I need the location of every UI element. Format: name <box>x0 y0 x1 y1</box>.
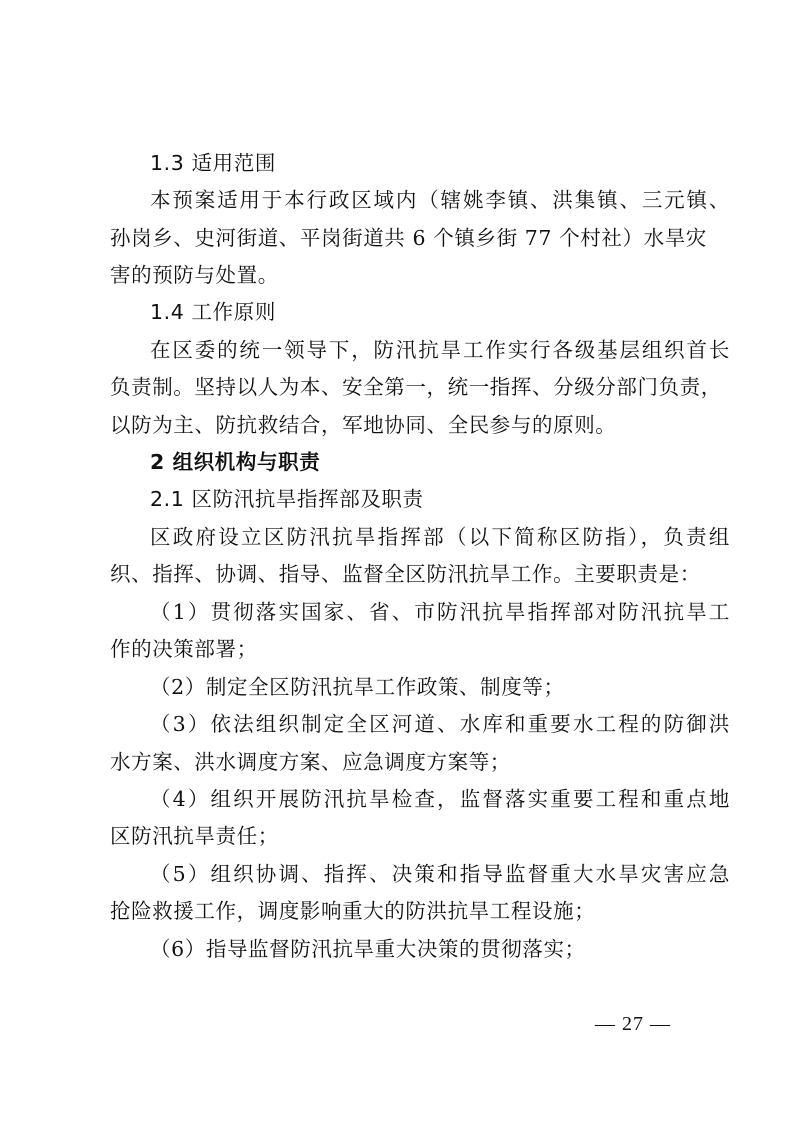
body-line: 区政府设立区防汛抗旱指挥部（以下简称区防指），负责组 <box>150 525 730 549</box>
section-heading-1-4: 1.4 工作原则 <box>150 300 276 324</box>
section-heading-2: 2 组织机构与职责 <box>150 450 321 474</box>
body-line: 负责制。坚持以人为本、安全第一，统一指挥、分级分部门负责， <box>110 375 722 399</box>
list-item-4-continued: 区防汛抗旱责任； <box>110 824 279 848</box>
list-item-5-continued: 抢险救援工作，调度影响重大的防洪抗旱工程设施； <box>110 899 596 923</box>
list-item-2: （2）制定全区防汛抗旱工作政策、制度等； <box>150 675 565 699</box>
body-line: 孙岗乡、史河街道、平岗街道共 6 个镇乡街 77 个村社）水旱灾 <box>110 226 707 250</box>
list-item-1: （1）贯彻落实国家、省、市防汛抗旱指挥部对防汛抗旱工 <box>150 600 730 624</box>
section-heading-2-1: 2.1 区防汛抗旱指挥部及职责 <box>150 487 424 511</box>
list-item-3: （3）依法组织制定全区河道、水库和重要水工程的防御洪 <box>150 712 730 736</box>
body-line: 以防为主、防抗救结合，军地协同、全民参与的原则。 <box>110 413 617 437</box>
list-item-4: （4）组织开展防汛抗旱检查，监督落实重要工程和重点地 <box>150 787 730 811</box>
body-line: 本预案适用于本行政区域内（辖姚李镇、洪集镇、三元镇、 <box>150 188 730 212</box>
body-line: 害的预防与处置。 <box>110 263 279 287</box>
body-line: 织、指挥、协调、指导、监督全区防汛抗旱工作。主要职责是： <box>110 562 701 586</box>
list-item-5: （5）组织协调、指挥、决策和指导监督重大水旱灾害应急 <box>150 862 730 886</box>
section-heading-1-3: 1.3 适用范围 <box>150 151 276 175</box>
list-item-1-continued: 作的决策部署； <box>110 637 258 661</box>
page-number: — 27 — <box>595 1013 671 1035</box>
list-item-3-continued: 水方案、洪水调度方案、应急调度方案等； <box>110 750 511 774</box>
list-item-6: （6）指导监督防汛抗旱重大决策的贯彻落实； <box>150 937 586 961</box>
body-line: 在区委的统一领导下，防汛抗旱工作实行各级基层组织首长 <box>150 338 730 362</box>
